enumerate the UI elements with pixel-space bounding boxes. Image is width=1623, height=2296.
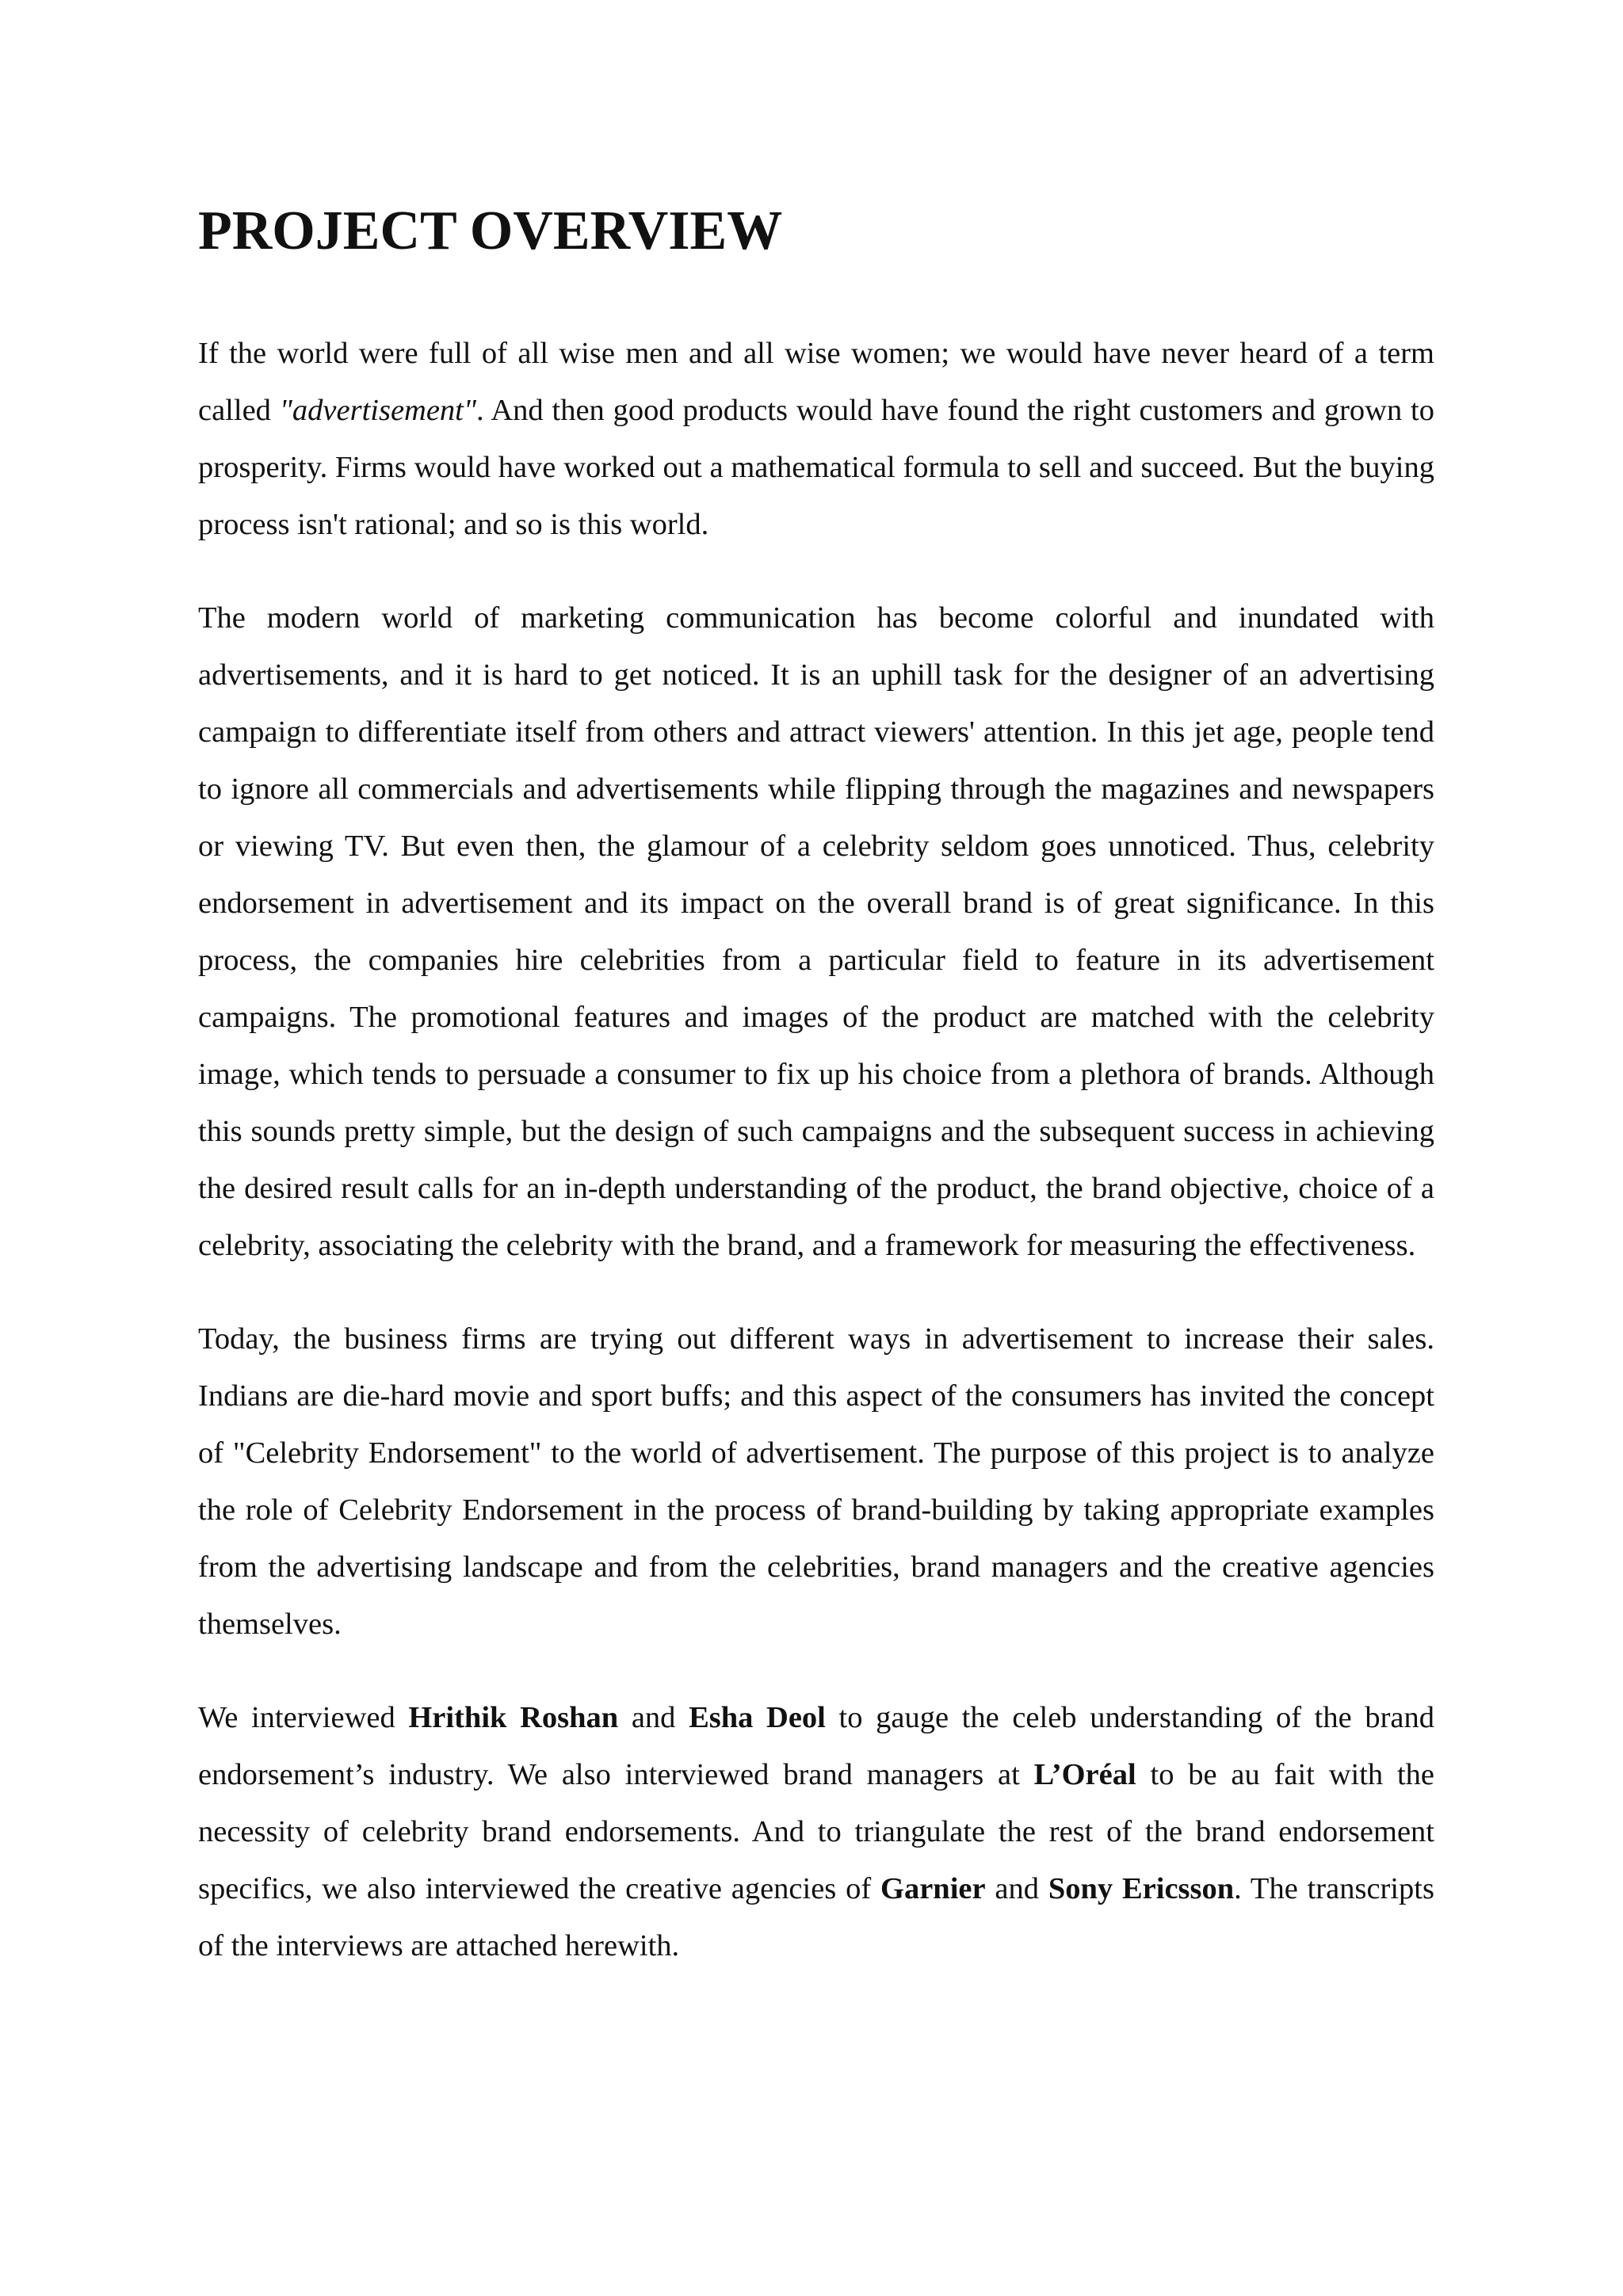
advertisement-term: "advertisement": [279, 394, 477, 427]
interviews-text-1: We interviewed: [198, 1701, 409, 1734]
paragraph-business-firms: Today, the business firms are trying out different ways in advertisement to increase their sales. Indians are die-hard movie and sport buffs; and this aspect of the consumers has invited the concept of "Celebrity Endorsement" to the world of advertisement. The purpose of this project is to analyze the role of Celebrity Endorsement in the process of brand-building by taking appropriate examples from the advertising landscape and from the celebrities, brand managers and the creative agencies themselves.: [198, 1322, 1434, 1641]
interviews-text-6: . The transcripts of the interviews are attached herewith.: [198, 1872, 1434, 1962]
paragraph-interviews: [198, 1689, 1434, 1974]
brand-garnier: Garnier: [880, 1872, 986, 1905]
interviews-text-5: and: [985, 1872, 1048, 1905]
brand-loreal: L’Oréal: [1033, 1758, 1136, 1791]
interviews-text-3: to gauge the celeb understanding of the brand endorsement’s industry. We also interviewed brand managers at: [198, 1701, 1434, 1791]
paragraph-intro-text-b: . And then good products would have found the right customers and grown to prosperity. Firms would have worked out a mathematical formula to sell and succeed. But the buying process isn't rational; and so is this world.: [198, 394, 1434, 541]
paragraph-intro-text-a: If the world were full of all wise men and all wise women; we would have never heard of a term called: [198, 337, 1434, 427]
paragraph-marketing-communication: The modern world of marketing communication has become colorful and inundated with advertisements, and it is hard to get noticed. It is an uphill task for the designer of an advertising campaign to differentiate itself from others and attract viewers' attention. In this jet age, people tend to ignore all commercials and advertisements while flipping through the magazines and newspapers or viewing TV. But even then, the glamour of a celebrity seldom goes unnoticed. Thus, celebrity endorsement in advertisement and its impact on the overall brand is of great significance. In this process, the companies hire celebrities from a particular field to feature in its advertisement campaigns. The promotional features and images of the product are matched with the celebrity image, which tends to persuade a consumer to fix up his choice from a plethora of brands. Although this sounds pretty simple, but the design of such campaigns and the subsequent success in achieving the desired result calls for an in-depth understanding of the product, the brand objective, choice of a celebrity, associating the celebrity with the brand, and a framework for measuring the effectiveness.: [198, 601, 1434, 1262]
document-body: [198, 325, 1434, 1974]
interviews-text-2: and: [618, 1701, 689, 1734]
name-esha-deol: Esha Deol: [689, 1701, 826, 1734]
interviews-text-4: to be au fait with the necessity of celebrity brand endorsements. And to triangulate the rest of the brand endorsement specifics, we also interviewed the creative agencies of: [198, 1758, 1434, 1905]
document-page: [198, 200, 1434, 1974]
brand-sony-ericsson: Sony Ericsson: [1048, 1872, 1235, 1905]
name-hrithik-roshan: Hrithik Roshan: [408, 1701, 619, 1734]
page-title: PROJECT OVERVIEW: [198, 200, 783, 261]
paragraph-intro: [198, 325, 1434, 553]
